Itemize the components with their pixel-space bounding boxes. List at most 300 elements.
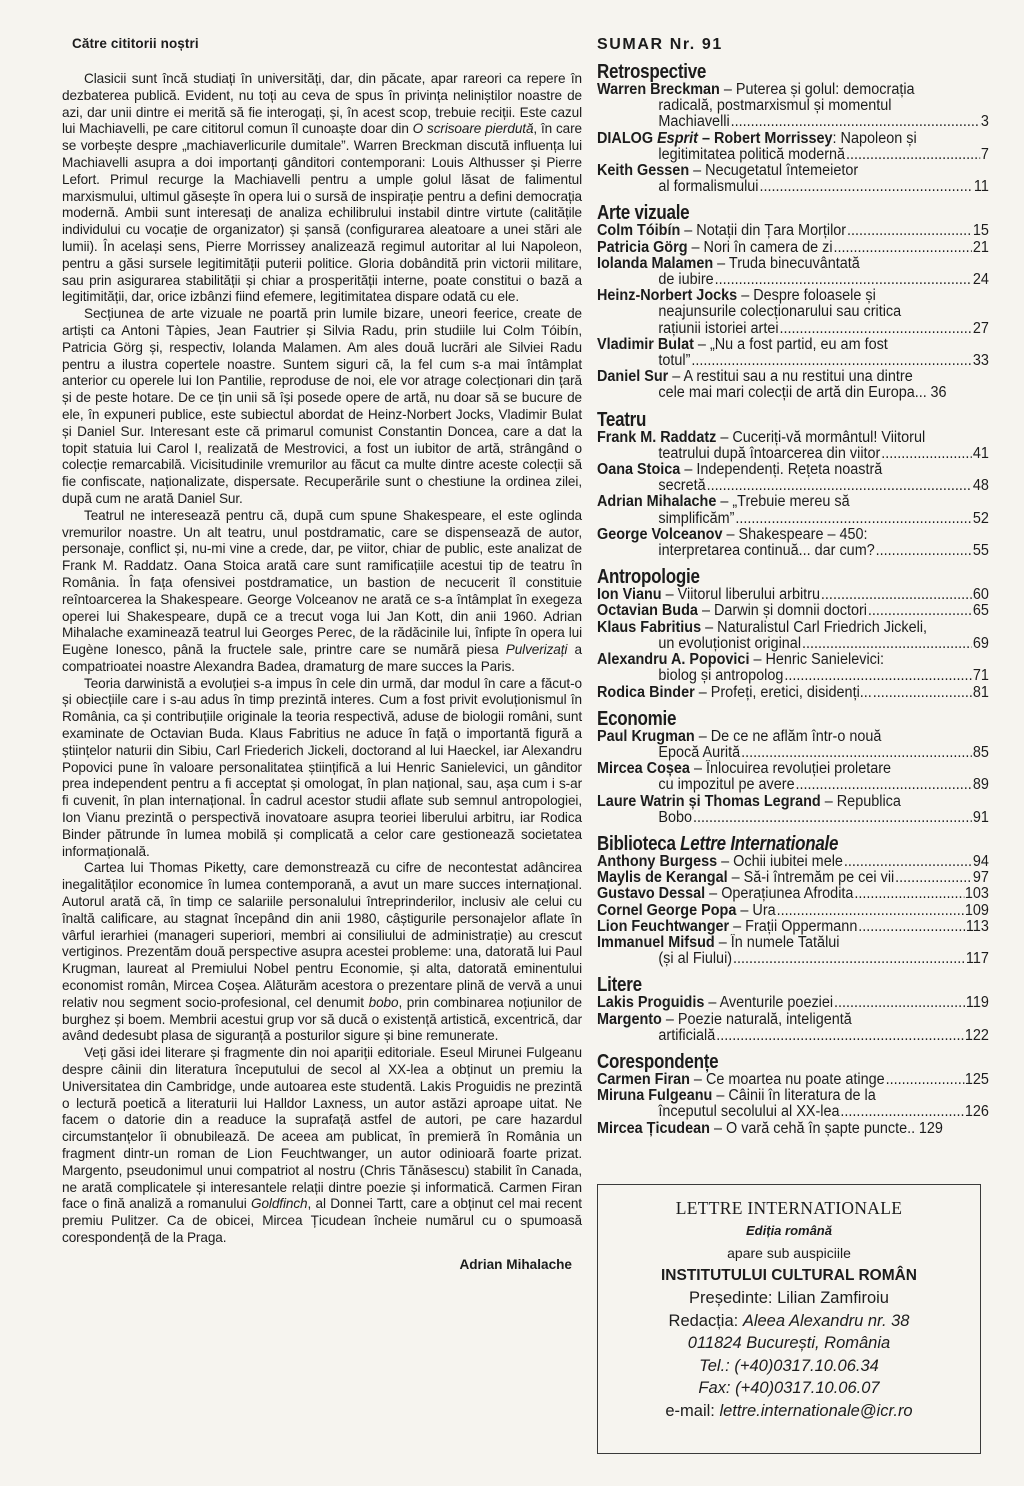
- toc-entry-line: [597, 179, 989, 195]
- toc-entry-fragment: – Ce moartea nu poate atinge: [689, 1070, 885, 1088]
- toc-entry-fragment: un evoluționist original: [658, 634, 802, 652]
- toc-entry[interactable]: [597, 870, 989, 886]
- toc-leader-dots: [707, 478, 972, 494]
- toc-entry-fragment: Miruna Fulgeanu: [597, 1087, 713, 1105]
- toc-entry-text: [658, 114, 729, 130]
- toc-leader-dots: [868, 603, 972, 619]
- editorial-text: Veți găsi idei literare și fragmente din noi apariții editoriale. Eseul Mirunei Fulgeanu despre câinii din literatura începutului de secol al XX-lea a obținut un premiu la Universitatea din Cambridge, unde autoarea este studentă. Lakis Proguidis ne prezintă o lectură poetică a literaturii lui Halldor Laxness, un autor astăzi aproape uitat. Ne facem o datorie din a readuce la suprafață astfel de autori, pe care hazardul circumstanțelor îi obnubilează. De aceea am publicat, în premieră în România un fragment dintr-un roman de Lion Feuchtwanger, un autor odinioară foarte prizat. Margento, pseudonimul unui compatriot al nostru (Chris Tănăsescu) stabilit în Canada, ne arată complicatele și interesantele relații dintre poezie și informatică. Carmen Firan face o fină analiză a romanului: [62, 1045, 582, 1212]
- toc-page-number: 11: [973, 178, 989, 196]
- toc-leader-dots: [715, 272, 972, 288]
- imprint-president: Președinte: Lilian Zamfiroiu: [689, 1289, 889, 1307]
- editorial-body: [62, 71, 582, 1247]
- toc-entry-fragment: Machiavelli: [658, 113, 730, 131]
- toc-entry[interactable]: [597, 995, 989, 1011]
- toc-entry-line: [597, 1088, 989, 1104]
- toc-section: [597, 567, 989, 700]
- toc-entry-fragment: Esprit: [657, 129, 698, 147]
- toc-page-number: 55: [972, 542, 989, 560]
- toc-entry-line: [597, 745, 989, 761]
- toc-leader-dots: [777, 903, 964, 919]
- toc-entry-fragment: Oana Stoica: [597, 461, 681, 479]
- toc-entry-text: [658, 951, 732, 967]
- toc-entry-fragment: – Viitorul liberului arbitru: [661, 586, 820, 604]
- toc-page-number: 65: [972, 602, 989, 620]
- toc-entry-line: [597, 511, 989, 527]
- toc-page-number: 48: [972, 477, 989, 495]
- toc-entry-fragment: totul”: [658, 352, 691, 370]
- toc-entry-line: [597, 321, 989, 337]
- editorial-signature: Adrian Mihalache: [459, 1256, 572, 1272]
- toc-entry-fragment: – Cuceriți-vă mormântul! Viitorul: [716, 428, 926, 446]
- toc-entry-fragment: : Napoleon și: [832, 129, 917, 147]
- toc-entry-fragment: – Independenți. Rețeta noastră: [680, 461, 883, 479]
- toc-entry-fragment: Heinz-Norbert Jocks: [597, 287, 738, 305]
- toc-entry-line: [597, 951, 989, 967]
- toc-entry-fragment: – Frații Oppermann: [729, 917, 858, 935]
- toc-entry-fragment: rațiunii istoriei artei: [658, 319, 779, 337]
- toc-entry-fragment: – Darwin și domnii doctori: [697, 602, 867, 620]
- toc-entry-fragment: – Să-i întremăm pe cei vii: [727, 869, 895, 887]
- toc-entry[interactable]: [597, 163, 989, 195]
- toc-section-heading: [597, 567, 930, 587]
- toc-entry-line: [597, 777, 989, 793]
- toc-entry-line: [597, 668, 989, 684]
- toc-entry-text: [597, 729, 881, 745]
- toc-page-number: 89: [972, 776, 989, 794]
- toc-entry-fragment: neajunsurile colecționarului sau critica: [658, 303, 902, 321]
- toc-entry-text: [597, 163, 858, 179]
- editorial-text: Teoria darwinistă a evoluției s-a impus în cele din urmă, dar modul în care a făcut-o și obiecțiile care i s-au adus în timp prezintă interes. Cum a fost privit evoluționismul în România, ca și contribuțiile originale la teoria respectivă, aduse de biologii români, sunt examinate de Octavian Buda. Klaus Fabritius ne aduce în față o importantă figură a științelor naturii din Sibiu, Carl Friederich Jickeli, doctorand al lui Haeckel, iar Alexandru Popovici pune în valoare personalitatea științifică a lui Henric Sanielevici, un gânditor prea independent pentru a fi acceptat și omologat, în plan național, sau, așa cum i s-ar fi cuvenit, în plan internațional. În cadrul acestor studii aflate sub semnul antropologiei, Ion Vianu prezintă o perspectivă inovatoare asupra teoriei liberului arbitru, iar Rodica Binder pătrunde în lumea mobilă și complicată a celor care gestionează societatea informațională.: [62, 675, 582, 859]
- toc-entry-text: [658, 745, 740, 761]
- toc-entry-text: [597, 1072, 885, 1088]
- toc-entry-fragment: Mircea Coșea: [597, 760, 690, 778]
- toc-entry-line: [597, 337, 989, 353]
- toc-page-number: 125: [964, 1070, 989, 1088]
- toc-leader-dots: [846, 147, 980, 163]
- editorial-text: Secțiunea de arte vizuale ne poartă prin lumile bizare, uneori feerice, create de artiști ca Antoni Tàpies, Jean Fautrier și Silvia Radu, prin studiile lui Colm Tóibín, Patricia Görg și, respectiv, Iolanda Malamen. Am ales două lucrări ale Silviei Radu pentru a ilustra copertele noastre. Suntem siguri că, la fel cum s-a mai întâmplat anterior cu operele lui Ion Pantilie, reproduse de noi, ele vor atrage colecționari din țară și de peste hotare. De ce țin unii să își posede opere de artă, nu doar să se bucure de ele, în expuneri publice, este subiectul abordat de Heinz-Norbert Jocks, Vladimir Bulat și Daniel Sur. Interesant este că primarul comunist Constantin Doncea, care a dat la topit statuia lui Carol I, realizată de Mestrovici, a fost un iubitor de artă, strângând o colecție remarcabilă. Vicisitudinile vremurilor au făcut ca multe dintre aceste colecții să fie confiscate, naționalizate, dispersate. Recuperările sunt o chestiune la ordinea zilei, după cum ne arată Daniel Sur.: [62, 306, 582, 506]
- toc-entry-fragment: legitimitatea politică modernă: [658, 145, 846, 163]
- toc-entry-line: [597, 761, 989, 777]
- toc-entry-text: [597, 337, 888, 353]
- toc-title: SUMAR Nr. 91: [597, 36, 723, 53]
- toc-entry-line: [597, 478, 989, 494]
- toc-entry-text: [658, 543, 874, 559]
- toc-entry-fragment: Epocă Aurită: [658, 743, 741, 761]
- toc-page-number: 119: [965, 994, 989, 1012]
- toc-entry-line: [597, 256, 989, 272]
- toc-entry-line: [597, 272, 989, 288]
- toc-entry-line: [597, 494, 989, 510]
- toc-entry-fragment: Lakis Proguidis: [597, 994, 705, 1012]
- toc-entry-fragment: simplificăm”: [658, 509, 735, 527]
- toc-entry-line: [597, 794, 989, 810]
- toc-entry-text: [597, 935, 839, 951]
- imprint-city: 011824 București, România: [687, 1334, 891, 1352]
- toc-entry-fragment: – „Trebuie mereu să: [716, 493, 850, 511]
- toc-entry-fragment: Frank M. Raddatz: [597, 428, 717, 446]
- toc-entry-fragment: (și al Fiului): [658, 950, 733, 968]
- toc-entry[interactable]: [597, 903, 989, 919]
- toc-leader-dots: [741, 745, 972, 761]
- toc-leader-dots: [759, 179, 973, 195]
- toc-entry-line: [597, 114, 989, 130]
- toc-entry-fragment: – Henric Sanielevici:: [749, 651, 885, 669]
- toc-section-heading-text: Arte vizuale: [597, 202, 690, 225]
- toc-entry-text: [658, 511, 734, 527]
- toc-leader-dots: [731, 114, 980, 130]
- toc-leader-dots: [895, 870, 972, 886]
- toc-entry-text: [658, 777, 794, 793]
- toc-entry[interactable]: [597, 1088, 989, 1120]
- toc-entry-fragment: – Ochii iubitei mele: [717, 852, 843, 870]
- toc-page-number: 24: [972, 271, 989, 289]
- toc-entry-fragment: Mircea Țicudean: [597, 1119, 710, 1137]
- toc-entry[interactable]: [597, 1121, 989, 1137]
- editorial-paragraph: [62, 508, 582, 676]
- toc-section-heading-text: Retrospective: [597, 61, 707, 83]
- editorial-text: Cartea lui Thomas Piketty, care demonstrează cu cifre de necontestat adâncirea inegalităților economice în lumea contemporană, a avut un mare succes internațional. Autorul arată că, în timp ce salariile personalului întreprinderilor, inclusiv ale celui cu înaltă calificare, au stagnat începând din anii 1980, câștigurile personajelor aflate în vârful ierarhiei (manageri superiori, membri ai consiliului de administrație) au crescut vertiginos. Prezentăm două perspective asupra acestei probleme: una, datorată lui Paul Krugman, laureat al Premiului Nobel pentru Economie, și alta, datorată eminentului economist român, Mircea Coșea. Alăturăm acestora o prezentare plină de vervă a unui relativ nou segment socio-profesional, cel denumit: [62, 860, 582, 1010]
- toc-entry-text: [597, 903, 776, 919]
- toc-entry-fragment: Gustavo Dessal: [597, 885, 706, 903]
- toc-entry[interactable]: [597, 494, 989, 526]
- toc-entry-text: [597, 794, 901, 810]
- toc-section: [597, 975, 989, 1044]
- toc-entry-line: [597, 587, 989, 603]
- toc-entry-fragment: – Profeți, eretici, disidenți...: [694, 683, 872, 701]
- toc-section-heading: [597, 1052, 930, 1072]
- toc-entry-fragment: – Nori în camera de zi: [687, 238, 833, 256]
- toc-entry-fragment: DIALOG: [597, 129, 658, 147]
- toc-entry-line: [597, 385, 989, 401]
- toc-section-heading: [597, 709, 930, 729]
- toc-entry-line: [597, 919, 989, 935]
- toc-entry-line: [597, 1121, 989, 1137]
- toc-entry-fragment: Klaus Fabritius: [597, 618, 702, 636]
- toc-sections: [597, 62, 989, 1137]
- toc-entry-fragment: Margento: [597, 1010, 662, 1028]
- toc-page-number: 7: [980, 145, 989, 163]
- toc-section-heading: [597, 62, 930, 82]
- toc-page-number: 3: [980, 113, 989, 131]
- toc-section-heading-text: Teatru: [597, 408, 647, 431]
- toc-entry-text: [658, 1028, 715, 1044]
- toc-entry-fragment: – Aventurile poeziei: [704, 994, 834, 1012]
- editorial-text: O scrisoare pierdută: [412, 121, 534, 137]
- toc-leader-dots: [691, 353, 972, 369]
- toc-entry-text: [597, 82, 915, 98]
- toc-entry-fragment: biolog și antropolog: [658, 667, 784, 685]
- toc-entry-line: [597, 527, 989, 543]
- toc-entry-text: [658, 321, 778, 337]
- toc-entry[interactable]: [597, 369, 989, 401]
- imprint-fax: Fax: (+40)0317.10.06.07: [698, 1379, 880, 1397]
- toc-entry-line: [597, 652, 989, 668]
- imprint-auspices: apare sub auspiciile: [727, 1245, 851, 1261]
- toc-entry-text: [597, 652, 884, 668]
- toc-entry-fragment: de iubire: [658, 271, 714, 289]
- toc-entry-text: [597, 223, 846, 239]
- toc-entry[interactable]: [597, 919, 989, 935]
- toc-entry[interactable]: [597, 337, 989, 369]
- editorial-paragraph: [62, 306, 582, 508]
- toc-entry-line: [597, 82, 989, 98]
- toc-leader-dots: [796, 777, 972, 793]
- toc-entry[interactable]: [597, 527, 989, 559]
- toc-page-number: 122: [964, 1026, 989, 1044]
- toc-entry-fragment: – Shakespeare – 450:: [722, 525, 868, 543]
- toc-section: [597, 203, 989, 401]
- editorial-column: [62, 36, 582, 1272]
- editorial-title: Către cititorii noștri: [72, 36, 199, 51]
- toc-entry-text: [597, 494, 850, 510]
- toc-entry-fragment: radicală, postmarxismul și momentul: [658, 97, 892, 115]
- toc-entry-text: [597, 620, 927, 636]
- toc-page-number: 85: [972, 743, 989, 761]
- editorial-text: Pulverizați: [505, 642, 568, 658]
- toc-entry[interactable]: [597, 761, 989, 793]
- toc-entry-fragment: artificială: [658, 1026, 716, 1044]
- toc-entry[interactable]: [597, 82, 989, 131]
- toc-entry-fragment: Carmen Firan: [597, 1070, 690, 1088]
- toc-entry-fragment: – Republica: [820, 792, 901, 810]
- toc-entry-fragment: Iolanda Malamen: [597, 254, 714, 272]
- toc-entry-text: [597, 527, 868, 543]
- toc-page-number: 15: [972, 222, 989, 240]
- toc-entry-fragment: – Înlocuirea revoluției proletare: [689, 760, 892, 778]
- toc-entry[interactable]: [597, 1072, 989, 1088]
- imprint-office: [598, 1310, 980, 1333]
- toc-entry[interactable]: [597, 430, 989, 462]
- toc-entry-text: [597, 288, 876, 304]
- toc-page-number: 109: [964, 901, 989, 919]
- toc-entry-line: [597, 603, 989, 619]
- editorial-paragraph: [62, 860, 582, 1045]
- toc-entry[interactable]: [597, 587, 989, 603]
- editorial-text: Goldfinch: [250, 1196, 308, 1212]
- toc-entry-text: [597, 240, 833, 256]
- toc-entry[interactable]: [597, 288, 989, 337]
- toc-entry-fragment: Laure Watrin și Thomas Legrand: [597, 792, 821, 810]
- toc-leader-dots: [802, 636, 972, 652]
- toc-entry-text: [597, 256, 860, 272]
- toc-entry-fragment: Octavian Buda: [597, 602, 698, 620]
- imprint-institute: INSTITUTULUI CULTURAL ROMÂN: [660, 1266, 917, 1284]
- toc-page-number: 103: [964, 885, 989, 903]
- toc-entry-text: [658, 272, 713, 288]
- toc-entry-fragment: – Truda binecuvântată: [713, 254, 860, 272]
- imprint-edition: Ediția română: [746, 1222, 832, 1238]
- toc-page-number: 27: [972, 319, 989, 337]
- toc-section-heading: [597, 975, 930, 995]
- toc-entry-text: [597, 854, 843, 870]
- toc-leader-dots: [693, 810, 972, 826]
- toc-entry-text: [658, 98, 891, 114]
- toc-entry-fragment: – Despre foloasele și: [737, 287, 876, 305]
- toc-leader-dots: [854, 886, 964, 902]
- toc-entry-fragment: – Naturalistul Carl Friedrich Jickeli,: [701, 618, 928, 636]
- toc-entry-line: [597, 903, 989, 919]
- toc-entry-text: [658, 478, 705, 494]
- toc-page-number: 52: [972, 509, 989, 527]
- toc-entry-line: [597, 729, 989, 745]
- toc-leader-dots: [881, 446, 972, 462]
- toc-entry[interactable]: [597, 935, 989, 967]
- toc-leader-dots: [876, 543, 972, 559]
- imprint-email-label: e-mail:: [665, 1401, 720, 1420]
- toc-entry-text: [597, 587, 820, 603]
- toc-entry-line: [597, 685, 989, 701]
- toc-leader-dots: [834, 995, 965, 1011]
- toc-section: [597, 62, 989, 195]
- toc-entry-fragment: – O vară cehă în șapte puncte..: [709, 1119, 916, 1137]
- editorial-text: bobo: [368, 994, 399, 1010]
- toc-entry-fragment: – Ura: [736, 901, 776, 919]
- toc-entry-fragment: cele mai mari colecții de artă din Europa...: [658, 384, 927, 402]
- toc-page-number: 71: [972, 667, 989, 685]
- toc-entry-text: [597, 1012, 852, 1028]
- toc-entry-fragment: Daniel Sur: [597, 368, 669, 386]
- toc-entry[interactable]: [597, 1012, 989, 1044]
- toc-page-number: 60: [972, 586, 989, 604]
- toc-leader-dots: [733, 951, 965, 967]
- toc-entry-fragment: – Necugetatul întemeietor: [689, 162, 859, 180]
- toc-entry-line: [597, 854, 989, 870]
- toc-entry-text: [597, 995, 833, 1011]
- toc-entry-text: [658, 668, 783, 684]
- toc-entry-fragment: George Volceanov: [597, 525, 723, 543]
- toc-entry-text: [597, 603, 867, 619]
- toc-entry-line: [597, 1104, 989, 1120]
- toc-entry-line: [597, 288, 989, 304]
- toc-page-number: 113: [965, 917, 989, 935]
- toc-entry[interactable]: [597, 256, 989, 288]
- toc-entry-fragment: Warren Breckman: [597, 81, 720, 98]
- toc-entry-fragment: Keith Gessen: [597, 162, 690, 180]
- toc-entry[interactable]: [597, 652, 989, 684]
- toc-entry-line: [597, 995, 989, 1011]
- toc-entry[interactable]: [597, 131, 989, 163]
- toc-entry[interactable]: [597, 886, 989, 902]
- toc-entry-fragment: al formalismului: [658, 178, 759, 196]
- toc-entry[interactable]: [597, 620, 989, 652]
- toc-entry-line: [597, 935, 989, 951]
- toc-entry-line: [597, 163, 989, 179]
- editorial-text: , în care se vorbește despre „machiaverlicurile dumitale”. Warren Breckman discută influența lui Machiavelli asupra a doi importanți gânditori contemporani: Louis Althusser și Pierre Lefort. Primul recurge la Machiavelli pentru a umple golul lăsat de falimentul marxismului, ultimul găsește în opera lui o sursă de inspirație pentru a defini democrația modernă. Ambii sunt interesați de analiza echilibrului instabil dintre virtute (calitățile individului cu vocație de organizator) și șansă (configurarea aleatoare a unei stări ale lumii). În același sens, Pierre Morrissey analizează regimul autoritar al lui Napoleon, pentru a găsi sursele legitimității puterii politice. Gloria dobândită prin victorii militare, sau prin asigurarea stabilității și chiar a prosperității interne, poate constitui o bază a legitimității, dar, orice izbânzi fiind efemere, legitimitatea dispare odată cu ele.: [62, 121, 582, 305]
- toc-entry-fragment: Alexandru A. Popovici: [597, 651, 750, 669]
- toc-leader-dots: [833, 240, 971, 256]
- imprint-office-label: Redacția:: [668, 1311, 743, 1330]
- imprint-email[interactable]: [598, 1400, 980, 1423]
- toc-entry-text: [597, 761, 891, 777]
- toc-entry-fragment: – Robert Morrissey: [697, 129, 833, 147]
- toc-entry-text: [597, 870, 894, 886]
- toc-entry-line: [597, 462, 989, 478]
- toc-entry-line: [597, 223, 989, 239]
- toc-entry[interactable]: [597, 223, 989, 239]
- toc-entry-fragment: Anthony Burgess: [597, 852, 718, 870]
- toc-entry-line: [597, 1012, 989, 1028]
- toc-entry-fragment: Maylis de Kerangal: [597, 869, 728, 887]
- toc-entry-fragment: începutul secolului al XX-lea: [658, 1103, 840, 1121]
- toc-page-number: 126: [964, 1103, 989, 1121]
- toc-leader-dots: [873, 685, 972, 701]
- toc-entry-text: [597, 919, 857, 935]
- toc-section-heading: [597, 834, 930, 854]
- toc-entry-text: [658, 636, 801, 652]
- toc-page-number: 94: [972, 852, 989, 870]
- toc-entry-fragment: Ion Vianu: [597, 586, 662, 604]
- imprint-office-address: Aleea Alexandru nr. 38: [742, 1311, 910, 1330]
- toc-entry[interactable]: [597, 603, 989, 619]
- toc-entry-text: [597, 131, 917, 147]
- toc-entry-text: [658, 147, 845, 163]
- toc-entry[interactable]: [597, 240, 989, 256]
- toc-leader-dots: [840, 1104, 963, 1120]
- toc-entry-fragment: Patricia Görg: [597, 238, 688, 256]
- toc-entry-line: [597, 886, 989, 902]
- toc-entry-line: [597, 636, 989, 652]
- toc-section-heading-text: Corespondențe: [597, 1050, 719, 1073]
- toc-entry[interactable]: [597, 685, 989, 701]
- toc-entry-fragment: – Puterea și golul: democrația: [719, 81, 915, 98]
- toc-leader-dots: [821, 587, 972, 603]
- toc-leader-dots: [784, 668, 972, 684]
- toc-entry-line: [597, 620, 989, 636]
- toc-entry-line: [597, 369, 989, 385]
- toc-entry-line: [597, 446, 989, 462]
- toc-entry[interactable]: [597, 729, 989, 761]
- toc-page-number: 81: [972, 683, 989, 701]
- editorial-text: Teatrul ne interesează pentru că, după cum spune Shakespeare, el este oglinda vremurilor noastre. Un alt teatru, unul postdramatic, care se dispensează de autor, personaje, conflict și, nu-mi vine a crede, dar, pe viitor, chiar de public, este analizat de Frank M. Raddatz. Oana Stoica arată care sunt ramificațiile acestui tip de teatru în România. În fața ofensivei postdramatice, un bastion de necucerit îl constituie reîntoarcerea la Shakespeare. George Volceanov ne arată ce s-a întâmplat în exegeza operei lui Shakespeare, după ce a trecut voga lui Jan Kott, din anii 1960. Adrian Mihalache examinează teatrul lui Georges Perec, de la rădăcinile lui, înfipte în opera lui Eugène Ionesco, până la fructele sale, printre care se numără piesa: [62, 507, 582, 658]
- toc-entry-text: [658, 385, 926, 401]
- toc-entry-line: [597, 870, 989, 886]
- toc-entry-line: [597, 430, 989, 446]
- toc-entry[interactable]: [597, 462, 989, 494]
- toc-entry[interactable]: [597, 854, 989, 870]
- toc-entry-fragment: – Câinii în literatura de la: [712, 1087, 876, 1105]
- toc-entry-line: [597, 147, 989, 163]
- toc-entry-fragment: – „Nu a fost partid, eu am fost: [693, 335, 888, 353]
- editorial-paragraph: [62, 1045, 582, 1247]
- toc-section: [597, 410, 989, 560]
- toc-entry-text: [597, 462, 882, 478]
- toc-entry-text: [658, 353, 690, 369]
- toc-page-number: 117: [965, 950, 989, 968]
- toc-entry-text: [597, 1088, 876, 1104]
- toc-entry-line: [597, 543, 989, 559]
- toc-entry-text: [658, 446, 880, 462]
- toc-entry-text: [597, 1121, 915, 1137]
- toc-page-number: 33: [972, 352, 989, 370]
- toc-entry-fragment: – Notații din Țara Morților: [680, 222, 847, 240]
- toc-entry-line: [597, 304, 989, 320]
- toc-entry[interactable]: [597, 794, 989, 826]
- toc-entry-text: [597, 430, 925, 446]
- imprint-email-address[interactable]: lettre.internationale@icr.ro: [719, 1401, 913, 1420]
- toc-entry-text: [597, 886, 853, 902]
- toc-section-heading-text: Lettre Internationale: [680, 832, 839, 855]
- toc-entry-fragment: – A restitui sau a nu restitui una dintre: [668, 368, 913, 386]
- toc-entry-fragment: Bobo: [658, 808, 693, 826]
- toc-section: [597, 1052, 989, 1137]
- toc-entry-fragment: Vladimir Bulat: [597, 335, 694, 353]
- toc-entry-fragment: teatrului după întoarcerea din viitor: [658, 444, 881, 462]
- toc-leader-dots: [779, 321, 971, 337]
- toc-leader-dots: [858, 919, 965, 935]
- imprint-box: [597, 1184, 981, 1454]
- toc-section-heading-text: Biblioteca: [597, 832, 681, 855]
- toc-entry-fragment: – În numele Tatălui: [714, 933, 840, 951]
